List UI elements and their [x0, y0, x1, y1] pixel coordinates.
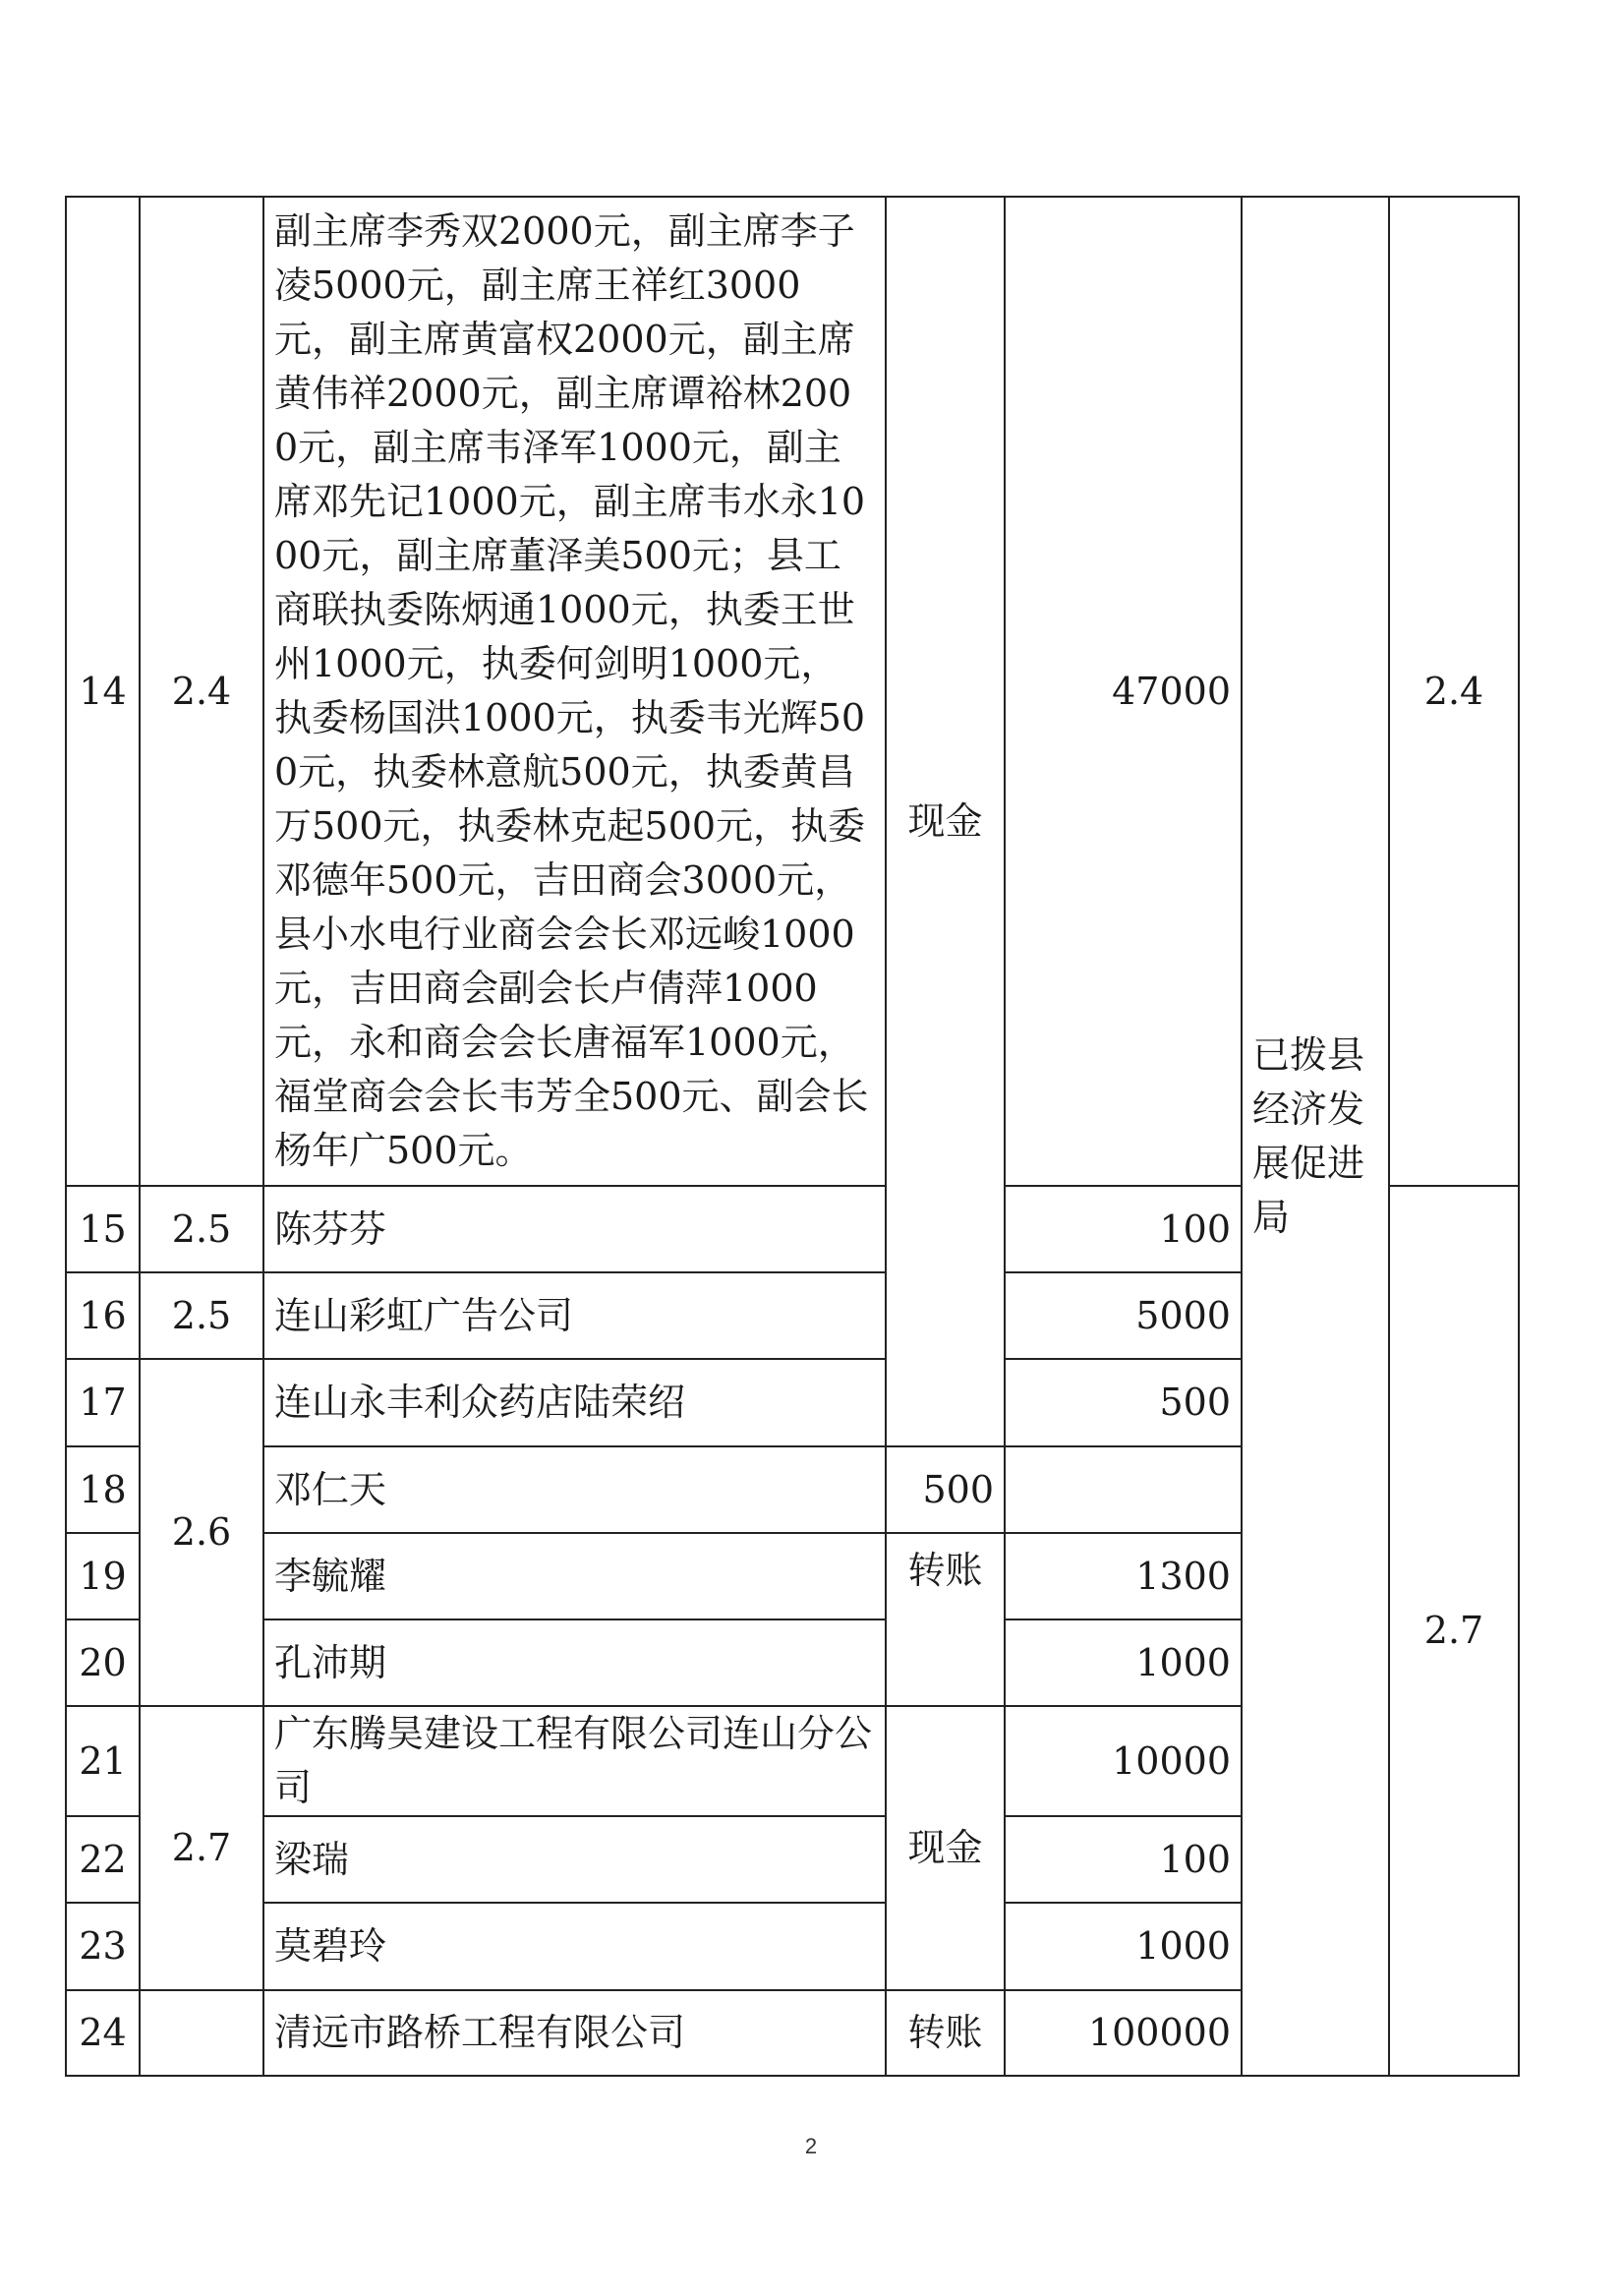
- donor-cell: 李毓耀: [263, 1533, 886, 1619]
- date-cell: 2.5: [140, 1186, 263, 1272]
- seq-cell: 14: [66, 197, 140, 1186]
- donor-cell: 陈芬芬: [263, 1186, 886, 1272]
- amount-cell: 100: [1005, 1816, 1242, 1903]
- amount-cell: 1000: [1005, 1903, 1242, 1990]
- seq-cell: 23: [66, 1903, 140, 1990]
- donor-cell: 梁瑞: [263, 1816, 886, 1903]
- method-cell: 现金: [886, 1706, 1005, 1990]
- amount-cell: 47000: [1005, 197, 1242, 1186]
- seq-cell: 18: [66, 1446, 140, 1533]
- date-cell: 2.5: [140, 1272, 263, 1359]
- date-cell: [140, 1990, 263, 2076]
- allocation-status-cell: 已拨县经济发展促进局: [1242, 197, 1389, 2076]
- amount-cell: 500: [1005, 1359, 1242, 1446]
- amount-cell: 1300: [1005, 1533, 1242, 1619]
- donation-table: [65, 196, 1520, 2077]
- donor-cell: 副主席李秀双2000元，副主席李子凌5000元，副主席王祥红3000元，副主席黄富权2000元，副主席黄伟祥2000元，副主席谭裕林2000元，副主席韦泽军1000元，副主席邓先记1000元，副主席韦水永1000元，副主席董泽美500元；县工商联执委陈炳通1000元，执委王世州1000元，执委何剑明1000元，执委杨国洪1000元，执委韦光辉500元，执委林意航500元，执委黄昌万500元，执委林克起500元，执委邓德年500元，吉田商会3000元，县小水电行业商会会长邓远峻1000元，吉田商会副会长卢倩萍1000元，永和商会会长唐福军1000元，福堂商会会长韦芳全500元、副会长杨年广500元。: [263, 197, 886, 1186]
- date-cell: 2.6: [140, 1359, 263, 1706]
- seq-cell: 16: [66, 1272, 140, 1359]
- page-number: 2: [804, 2134, 818, 2158]
- donor-cell: 莫碧玲: [263, 1903, 886, 1990]
- date-cell: 2.7: [140, 1706, 263, 1990]
- donor-cell: 连山彩虹广告公司: [263, 1272, 886, 1359]
- amount-cell: 100: [1005, 1186, 1242, 1272]
- amount-cell: 10000: [1005, 1706, 1242, 1816]
- seq-cell: 17: [66, 1359, 140, 1446]
- donor-cell: 广东腾昊建设工程有限公司连山分公司: [263, 1706, 886, 1816]
- table-row: [66, 197, 1519, 1186]
- donor-cell: 清远市路桥工程有限公司: [263, 1990, 886, 2076]
- seq-cell: 19: [66, 1533, 140, 1619]
- amount-cell: 1000: [1005, 1619, 1242, 1706]
- amount-cell: 100000: [1005, 1990, 1242, 2076]
- donor-cell: 孔沛期: [263, 1619, 886, 1706]
- donor-cell: 连山永丰利众药店陆荣绍: [263, 1359, 886, 1446]
- seq-cell: 24: [66, 1990, 140, 2076]
- seq-cell: 20: [66, 1619, 140, 1706]
- seq-cell: 21: [66, 1706, 140, 1816]
- seq-cell: 15: [66, 1186, 140, 1272]
- method-cell: 现金: [886, 197, 1005, 1446]
- method-cell: 转账: [886, 1990, 1005, 2076]
- donor-cell: 邓仁天: [263, 1446, 886, 1533]
- amount-cell: 500: [886, 1446, 1005, 1533]
- method-cell: 转账: [886, 1533, 1005, 1706]
- date-cell: 2.4: [140, 197, 263, 1186]
- seq-cell: 22: [66, 1816, 140, 1903]
- amount-cell: 5000: [1005, 1272, 1242, 1359]
- payout-date-cell: 2.4: [1389, 197, 1519, 1186]
- payout-date-cell: 2.7: [1389, 1186, 1519, 2076]
